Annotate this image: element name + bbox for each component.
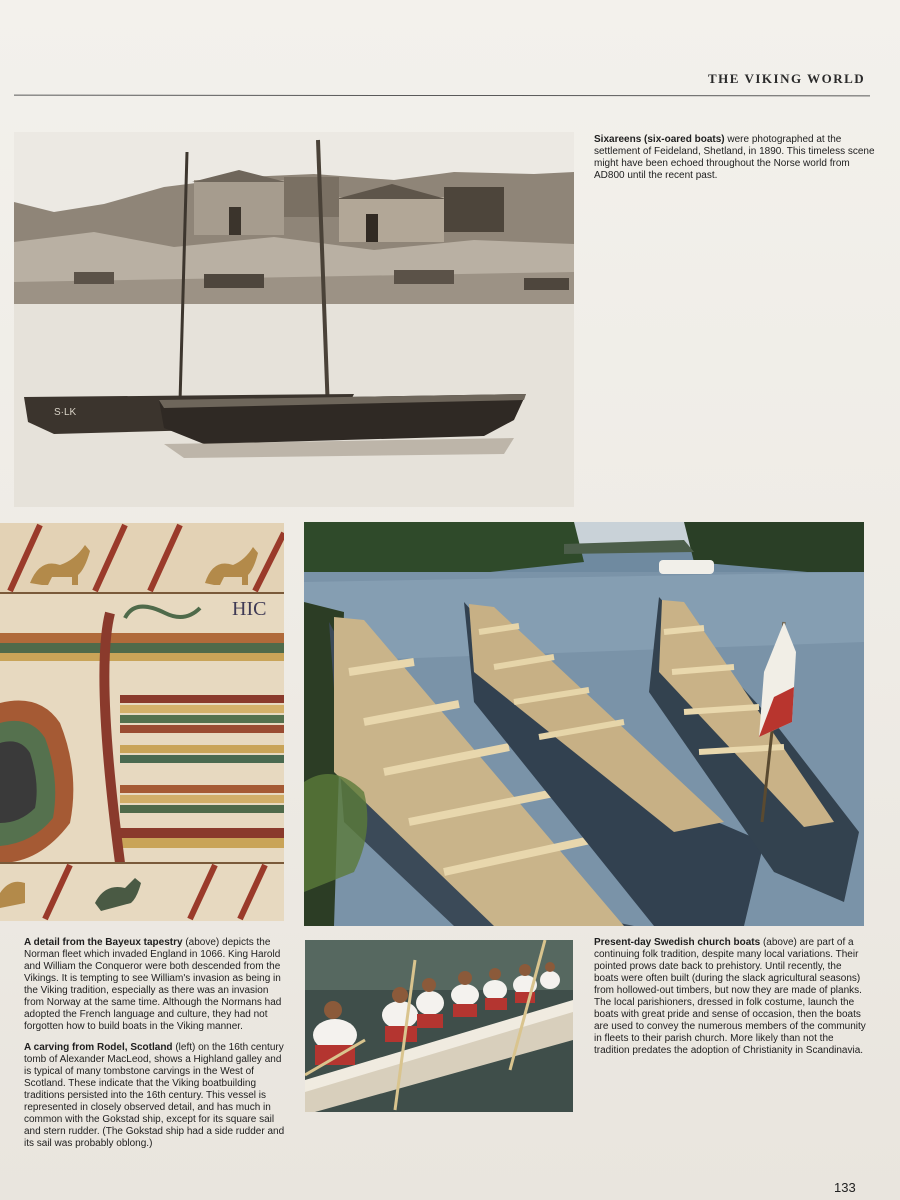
caption-swedish-lead: Present-day Swedish church boats: [594, 937, 761, 948]
caption-sixareens-lead: Sixareens (six-oared boats): [594, 134, 725, 145]
header-rule: [14, 95, 870, 97]
caption-swedish-body: (above) are part of a continuing folk tradition, despite many local variations. Their pointed prows date back to prehistory. Until recently, the boats were often built (during the slack agricultural seasons) from hollowed-out timbers, but now they are made of planks. The local parishioners, dressed in folk costume, launch the boats with great pride and sense of occasion, then the boats are used to convey the numerous members of the community in fleets to their parish church. More likely than not the tradition predates the adoption of Christianity in Scandinavia.: [594, 937, 866, 1056]
caption-bayeux: [24, 937, 287, 1033]
tapestry-inscription: HIC: [232, 598, 267, 620]
caption-rodel: [24, 1042, 287, 1150]
caption-rodel-lead: A carving from Rodel, Scotland: [24, 1042, 173, 1053]
caption-rodel-body: (left) on the 16th century tomb of Alexander MacLeod, shows a Highland galley and is typical of many tombstone carvings in the West of Scotland. These indicate that the Viking boatbuilding traditions persisted into the 16th century. This vessel is represented in closely observed detail, and has much in common with the Gokstad ship, except for its square sail and stern rudder. (The Gokstad ship had a side rudder and its sail was probably oblong.): [24, 1042, 285, 1149]
section-header: THE VIKING WORLD: [708, 71, 866, 86]
caption-sixareens: [594, 134, 876, 182]
caption-swedish: [594, 937, 866, 1057]
rowing-parishioners-photo: [305, 940, 573, 1112]
page-number: 133: [834, 1180, 856, 1195]
caption-sixareens-body: were photographed at the settlement of Feideland, Shetland, in 1890. This timeless scene might have been echoed throughout the Norse world from AD800 until the recent past.: [594, 134, 875, 181]
sixareens-photo: [14, 132, 574, 507]
caption-bayeux-body: (above) depicts the Norman fleet which invaded England in 1066. King Harold and William the Conqueror were both descended from the Vikings. It is tempting to see William's invasion as being in the Viking tradition, especially as there was an invasion from Norway at the same time. Although the Normans had adopted the French language and culture, they had not forgotten how to build boats in the Viking manner.: [24, 937, 282, 1032]
caption-bayeux-and-rodel: [24, 937, 287, 1159]
caption-bayeux-lead: A detail from the Bayeux tapestry: [24, 937, 183, 948]
boat-registration-text: S·LK: [54, 407, 77, 418]
bayeux-tapestry-image: [0, 523, 284, 921]
swedish-church-boats-photo: [304, 522, 864, 926]
